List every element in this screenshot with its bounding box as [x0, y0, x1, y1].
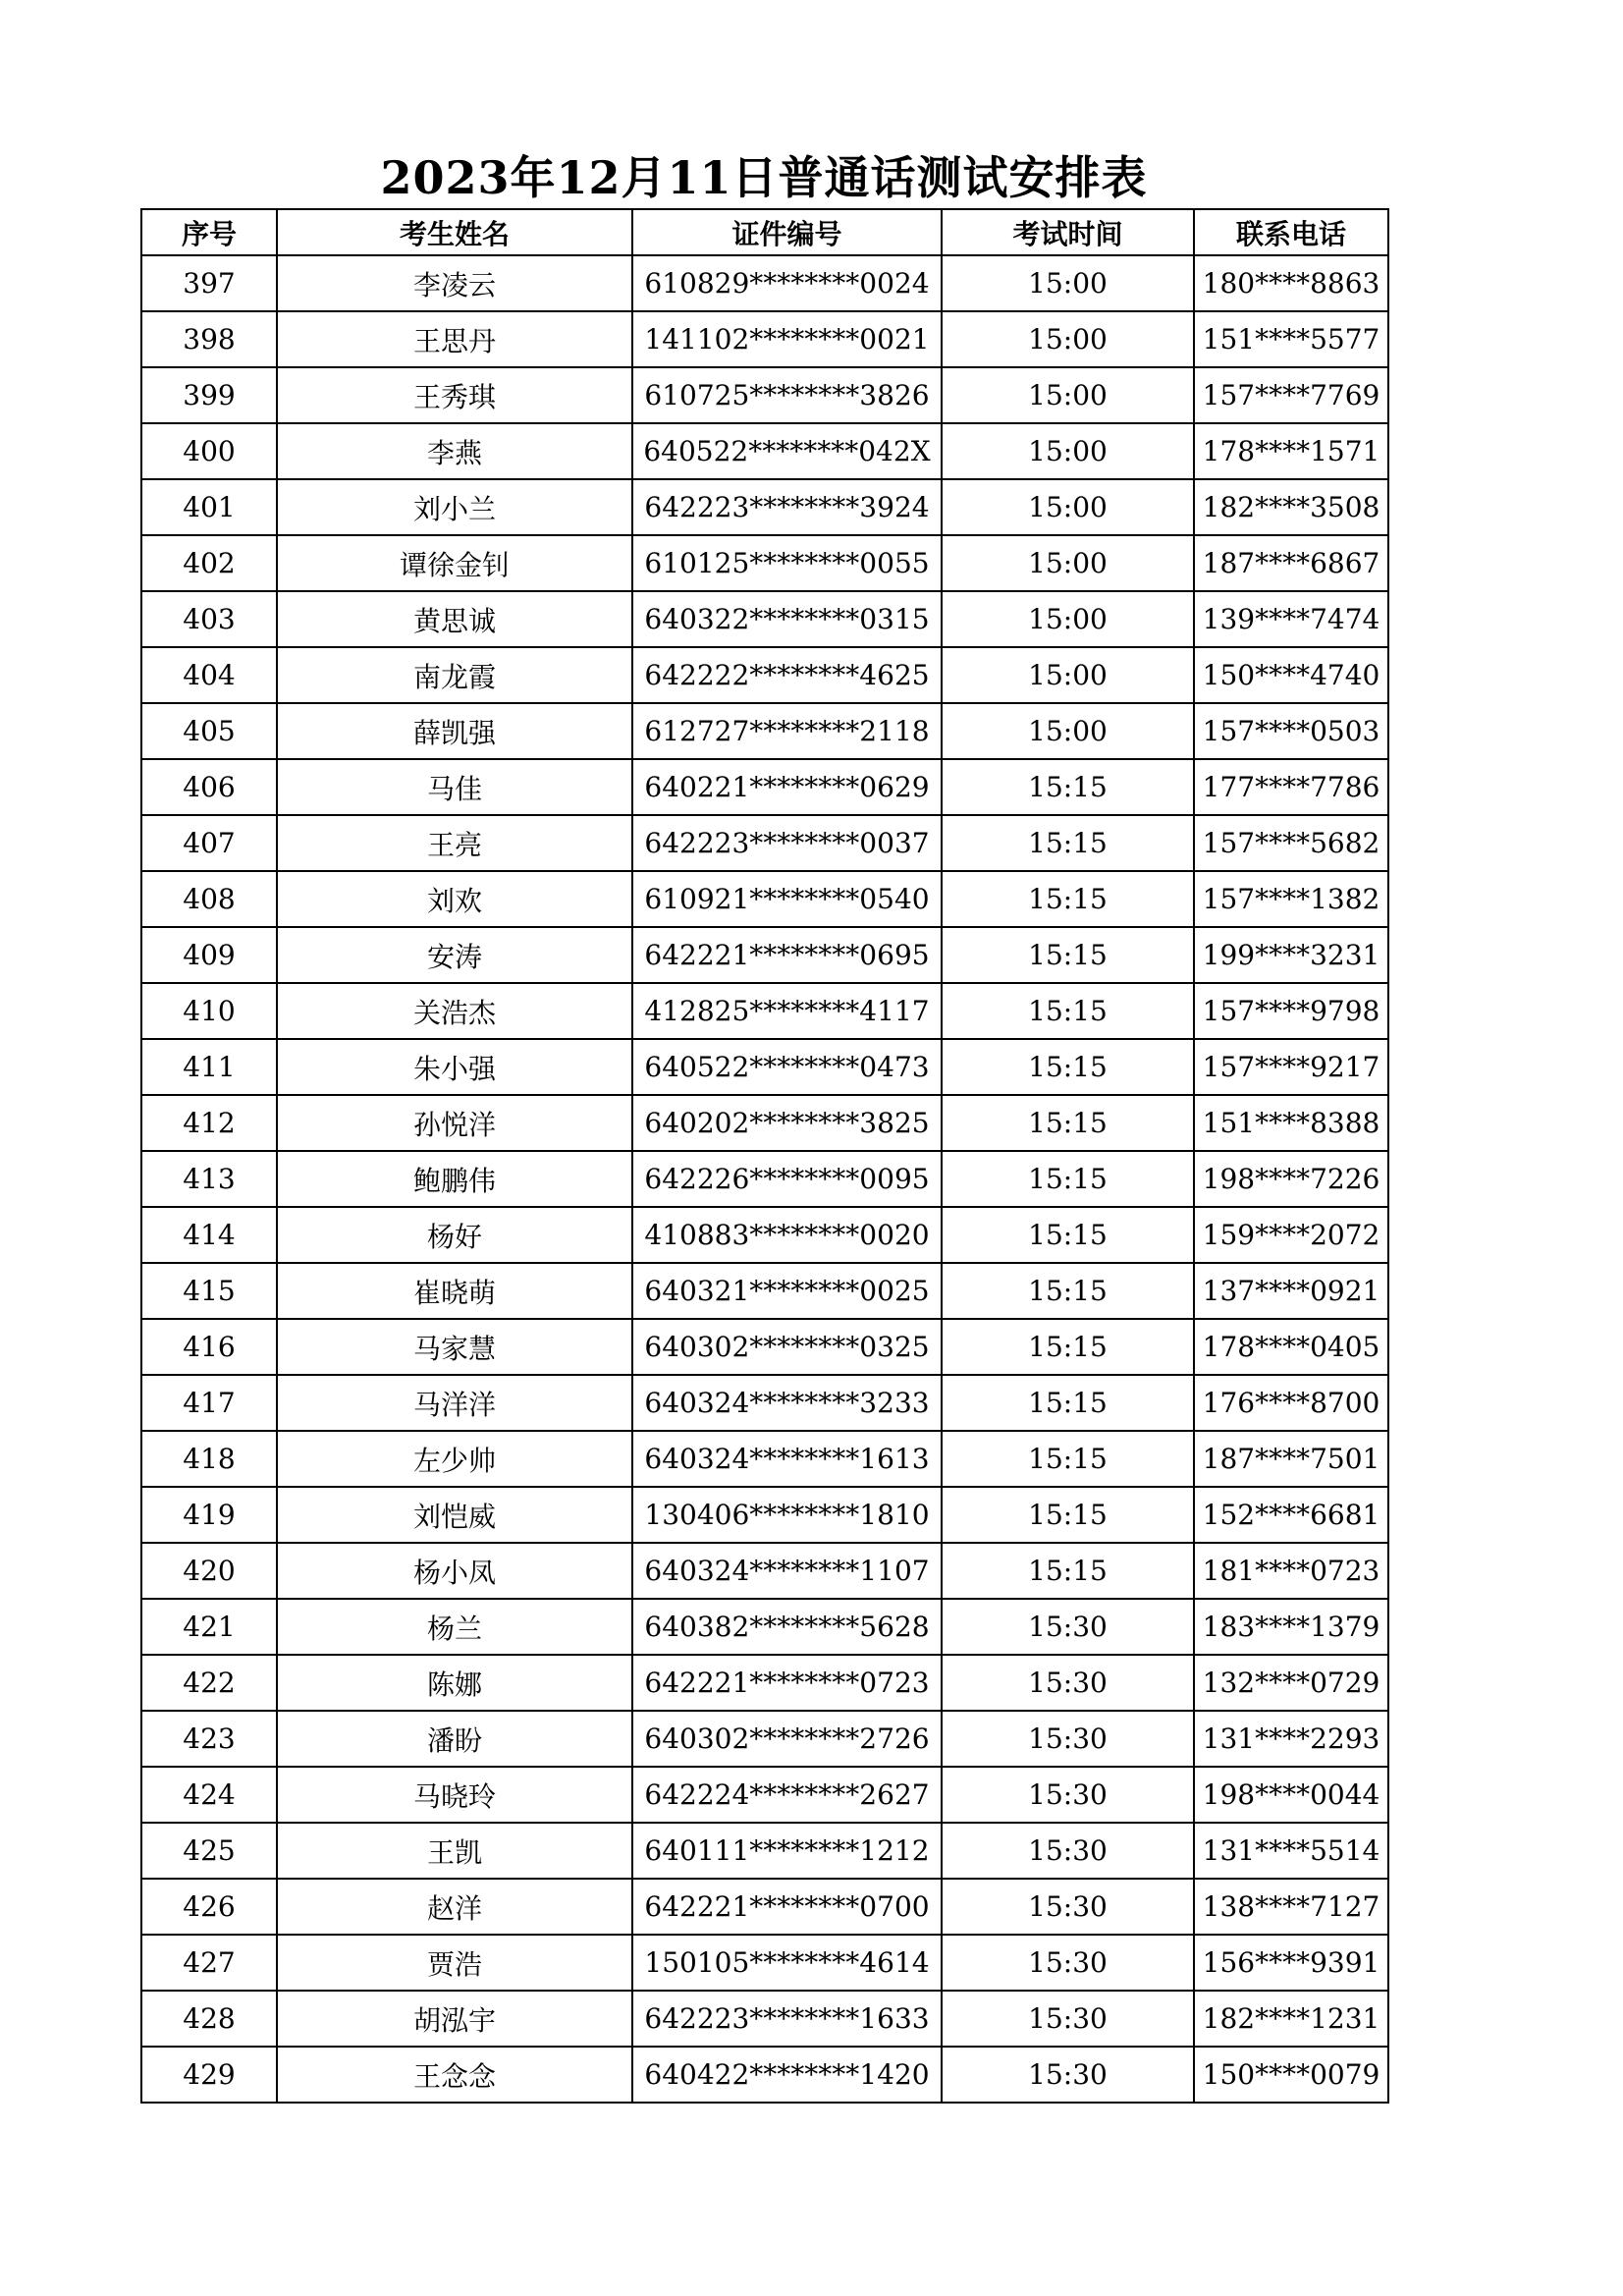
cell-exam-time: 15:00: [942, 311, 1194, 367]
table-row: [141, 1039, 1388, 1095]
cell-phone: 156****9391: [1194, 1935, 1388, 1991]
cell-name: 马佳: [277, 759, 632, 815]
cell-name: 王念念: [277, 2047, 632, 2103]
cell-name: 李燕: [277, 423, 632, 479]
cell-seq: 410: [141, 983, 277, 1039]
cell-name: 胡泓宇: [277, 1991, 632, 2047]
cell-seq: 426: [141, 1879, 277, 1935]
cell-id-number: 642226********0095: [632, 1151, 942, 1207]
cell-seq: 405: [141, 703, 277, 759]
cell-name: 谭徐金钊: [277, 535, 632, 591]
cell-phone: 131****2293: [1194, 1711, 1388, 1767]
table-row: [141, 703, 1388, 759]
cell-id-number: 642223********1633: [632, 1991, 942, 2047]
cell-id-number: 642221********0723: [632, 1655, 942, 1711]
table-row: [141, 255, 1388, 311]
cell-exam-time: 15:30: [942, 1767, 1194, 1823]
table-row: [141, 647, 1388, 703]
cell-phone: 181****0723: [1194, 1543, 1388, 1599]
cell-seq: 416: [141, 1319, 277, 1375]
cell-phone: 151****8388: [1194, 1095, 1388, 1151]
cell-name: 杨小凤: [277, 1543, 632, 1599]
table-row: [141, 311, 1388, 367]
table-row: [141, 1487, 1388, 1543]
cell-id-number: 640382********5628: [632, 1599, 942, 1655]
cell-seq: 427: [141, 1935, 277, 1991]
cell-exam-time: 15:00: [942, 647, 1194, 703]
cell-exam-time: 15:30: [942, 1599, 1194, 1655]
table-row: [141, 1991, 1388, 2047]
cell-name: 刘小兰: [277, 479, 632, 535]
cell-exam-time: 15:15: [942, 1095, 1194, 1151]
cell-name: 王亮: [277, 815, 632, 871]
cell-name: 安涛: [277, 927, 632, 983]
cell-id-number: 640422********1420: [632, 2047, 942, 2103]
table-row: [141, 1935, 1388, 1991]
cell-exam-time: 15:30: [942, 1879, 1194, 1935]
cell-phone: 139****7474: [1194, 591, 1388, 647]
cell-exam-time: 15:30: [942, 1823, 1194, 1879]
cell-name: 李凌云: [277, 255, 632, 311]
cell-name: 杨好: [277, 1207, 632, 1263]
cell-seq: 401: [141, 479, 277, 535]
cell-id-number: 610921********0540: [632, 871, 942, 927]
cell-exam-time: 15:15: [942, 927, 1194, 983]
cell-phone: 150****0079: [1194, 2047, 1388, 2103]
table-row: [141, 591, 1388, 647]
table-body: [141, 255, 1388, 2103]
cell-name: 马洋洋: [277, 1375, 632, 1431]
cell-phone: 176****8700: [1194, 1375, 1388, 1431]
cell-phone: 137****0921: [1194, 1263, 1388, 1319]
cell-seq: 421: [141, 1599, 277, 1655]
cell-seq: 399: [141, 367, 277, 423]
table-row: [141, 479, 1388, 535]
cell-exam-time: 15:00: [942, 591, 1194, 647]
table-row: [141, 1431, 1388, 1487]
cell-id-number: 642224********2627: [632, 1767, 942, 1823]
cell-id-number: 612727********2118: [632, 703, 942, 759]
cell-phone: 131****5514: [1194, 1823, 1388, 1879]
cell-phone: 182****3508: [1194, 479, 1388, 535]
cell-id-number: 640324********1613: [632, 1431, 942, 1487]
table-row: [141, 815, 1388, 871]
cell-id-number: 640324********1107: [632, 1543, 942, 1599]
cell-id-number: 642221********0700: [632, 1879, 942, 1935]
cell-phone: 199****3231: [1194, 927, 1388, 983]
cell-exam-time: 15:30: [942, 1711, 1194, 1767]
cell-seq: 409: [141, 927, 277, 983]
cell-id-number: 640324********3233: [632, 1375, 942, 1431]
cell-id-number: 640302********2726: [632, 1711, 942, 1767]
table-row: [141, 1655, 1388, 1711]
cell-phone: 198****0044: [1194, 1767, 1388, 1823]
cell-name: 鲍鹏伟: [277, 1151, 632, 1207]
cell-id-number: 642223********0037: [632, 815, 942, 871]
cell-seq: 415: [141, 1263, 277, 1319]
table-row: [141, 1823, 1388, 1879]
cell-seq: 425: [141, 1823, 277, 1879]
cell-name: 刘欢: [277, 871, 632, 927]
cell-name: 左少帅: [277, 1431, 632, 1487]
cell-id-number: 130406********1810: [632, 1487, 942, 1543]
table-row: [141, 423, 1388, 479]
cell-name: 贾浩: [277, 1935, 632, 1991]
cell-phone: 178****0405: [1194, 1319, 1388, 1375]
table-row: [141, 1543, 1388, 1599]
header-seq: 序号: [141, 209, 277, 255]
cell-seq: 414: [141, 1207, 277, 1263]
cell-exam-time: 15:30: [942, 1655, 1194, 1711]
cell-phone: 138****7127: [1194, 1879, 1388, 1935]
cell-exam-time: 15:30: [942, 2047, 1194, 2103]
cell-name: 王凯: [277, 1823, 632, 1879]
cell-id-number: 640522********0473: [632, 1039, 942, 1095]
cell-seq: 406: [141, 759, 277, 815]
cell-phone: 150****4740: [1194, 647, 1388, 703]
schedule-table: [140, 208, 1389, 2104]
cell-seq: 411: [141, 1039, 277, 1095]
table-row: [141, 1879, 1388, 1935]
cell-exam-time: 15:15: [942, 1543, 1194, 1599]
cell-phone: 157****9217: [1194, 1039, 1388, 1095]
cell-phone: 159****2072: [1194, 1207, 1388, 1263]
cell-id-number: 410883********0020: [632, 1207, 942, 1263]
cell-seq: 420: [141, 1543, 277, 1599]
table-row: [141, 1599, 1388, 1655]
cell-name: 刘恺威: [277, 1487, 632, 1543]
cell-seq: 422: [141, 1655, 277, 1711]
cell-exam-time: 15:00: [942, 703, 1194, 759]
cell-exam-time: 15:30: [942, 1935, 1194, 1991]
cell-name: 陈娜: [277, 1655, 632, 1711]
cell-seq: 428: [141, 1991, 277, 2047]
cell-phone: 183****1379: [1194, 1599, 1388, 1655]
cell-seq: 397: [141, 255, 277, 311]
cell-seq: 404: [141, 647, 277, 703]
cell-seq: 424: [141, 1767, 277, 1823]
cell-id-number: 642223********3924: [632, 479, 942, 535]
cell-exam-time: 15:15: [942, 1263, 1194, 1319]
cell-phone: 182****1231: [1194, 1991, 1388, 2047]
cell-id-number: 640322********0315: [632, 591, 942, 647]
cell-name: 马晓玲: [277, 1767, 632, 1823]
cell-id-number: 640302********0325: [632, 1319, 942, 1375]
cell-exam-time: 15:00: [942, 423, 1194, 479]
cell-phone: 187****7501: [1194, 1431, 1388, 1487]
table-row: [141, 1151, 1388, 1207]
cell-exam-time: 15:00: [942, 367, 1194, 423]
cell-exam-time: 15:30: [942, 1991, 1194, 2047]
table-row: [141, 1095, 1388, 1151]
cell-name: 薛凯强: [277, 703, 632, 759]
cell-name: 赵洋: [277, 1879, 632, 1935]
cell-name: 王秀琪: [277, 367, 632, 423]
cell-name: 潘盼: [277, 1711, 632, 1767]
cell-name: 南龙霞: [277, 647, 632, 703]
cell-seq: 412: [141, 1095, 277, 1151]
table-row: [141, 1767, 1388, 1823]
cell-exam-time: 15:15: [942, 1487, 1194, 1543]
table-row: [141, 871, 1388, 927]
cell-id-number: 642221********0695: [632, 927, 942, 983]
cell-seq: 423: [141, 1711, 277, 1767]
table-row: [141, 927, 1388, 983]
cell-id-number: 141102********0021: [632, 311, 942, 367]
cell-id-number: 412825********4117: [632, 983, 942, 1039]
cell-exam-time: 15:00: [942, 479, 1194, 535]
cell-exam-time: 15:00: [942, 535, 1194, 591]
header-name: 考生姓名: [277, 209, 632, 255]
cell-phone: 177****7786: [1194, 759, 1388, 815]
cell-exam-time: 15:15: [942, 1375, 1194, 1431]
cell-id-number: 610125********0055: [632, 535, 942, 591]
cell-phone: 157****9798: [1194, 983, 1388, 1039]
cell-exam-time: 15:15: [942, 1319, 1194, 1375]
table-row: [141, 1711, 1388, 1767]
cell-seq: 418: [141, 1431, 277, 1487]
table-row: [141, 759, 1388, 815]
table-row: [141, 1207, 1388, 1263]
cell-seq: 398: [141, 311, 277, 367]
cell-id-number: 610725********3826: [632, 367, 942, 423]
cell-id-number: 640111********1212: [632, 1823, 942, 1879]
header-exam-time: 考试时间: [942, 209, 1194, 255]
cell-name: 关浩杰: [277, 983, 632, 1039]
cell-phone: 187****6867: [1194, 535, 1388, 591]
header-row: [141, 209, 1388, 255]
cell-exam-time: 15:15: [942, 1151, 1194, 1207]
cell-exam-time: 15:15: [942, 871, 1194, 927]
cell-phone: 151****5577: [1194, 311, 1388, 367]
table-row: [141, 2047, 1388, 2103]
cell-name: 孙悦洋: [277, 1095, 632, 1151]
table-row: [141, 1263, 1388, 1319]
cell-exam-time: 15:00: [942, 255, 1194, 311]
cell-name: 黄思诚: [277, 591, 632, 647]
cell-exam-time: 15:15: [942, 815, 1194, 871]
cell-name: 杨兰: [277, 1599, 632, 1655]
page-title: 2023年12月11日普通话测试安排表: [380, 151, 1148, 204]
cell-id-number: 640321********0025: [632, 1263, 942, 1319]
cell-exam-time: 15:15: [942, 983, 1194, 1039]
cell-seq: 417: [141, 1375, 277, 1431]
table-row: [141, 1375, 1388, 1431]
cell-id-number: 642222********4625: [632, 647, 942, 703]
cell-id-number: 610829********0024: [632, 255, 942, 311]
table-row: [141, 983, 1388, 1039]
table-row: [141, 1319, 1388, 1375]
cell-phone: 157****1382: [1194, 871, 1388, 927]
cell-exam-time: 15:15: [942, 1431, 1194, 1487]
cell-id-number: 640221********0629: [632, 759, 942, 815]
cell-phone: 132****0729: [1194, 1655, 1388, 1711]
cell-phone: 198****7226: [1194, 1151, 1388, 1207]
cell-exam-time: 15:15: [942, 1039, 1194, 1095]
cell-exam-time: 15:15: [942, 759, 1194, 815]
cell-phone: 152****6681: [1194, 1487, 1388, 1543]
cell-id-number: 150105********4614: [632, 1935, 942, 1991]
header-phone: 联系电话: [1194, 209, 1388, 255]
cell-seq: 408: [141, 871, 277, 927]
cell-exam-time: 15:15: [942, 1207, 1194, 1263]
cell-id-number: 640202********3825: [632, 1095, 942, 1151]
cell-seq: 400: [141, 423, 277, 479]
cell-seq: 429: [141, 2047, 277, 2103]
cell-seq: 419: [141, 1487, 277, 1543]
cell-name: 王思丹: [277, 311, 632, 367]
cell-seq: 403: [141, 591, 277, 647]
table-row: [141, 535, 1388, 591]
cell-phone: 178****1571: [1194, 423, 1388, 479]
cell-name: 朱小强: [277, 1039, 632, 1095]
cell-name: 崔晓萌: [277, 1263, 632, 1319]
cell-id-number: 640522********042X: [632, 423, 942, 479]
cell-seq: 407: [141, 815, 277, 871]
cell-phone: 180****8863: [1194, 255, 1388, 311]
cell-phone: 157****7769: [1194, 367, 1388, 423]
cell-name: 马家慧: [277, 1319, 632, 1375]
cell-seq: 413: [141, 1151, 277, 1207]
cell-phone: 157****5682: [1194, 815, 1388, 871]
cell-seq: 402: [141, 535, 277, 591]
table-row: [141, 367, 1388, 423]
header-id-number: 证件编号: [632, 209, 942, 255]
cell-phone: 157****0503: [1194, 703, 1388, 759]
